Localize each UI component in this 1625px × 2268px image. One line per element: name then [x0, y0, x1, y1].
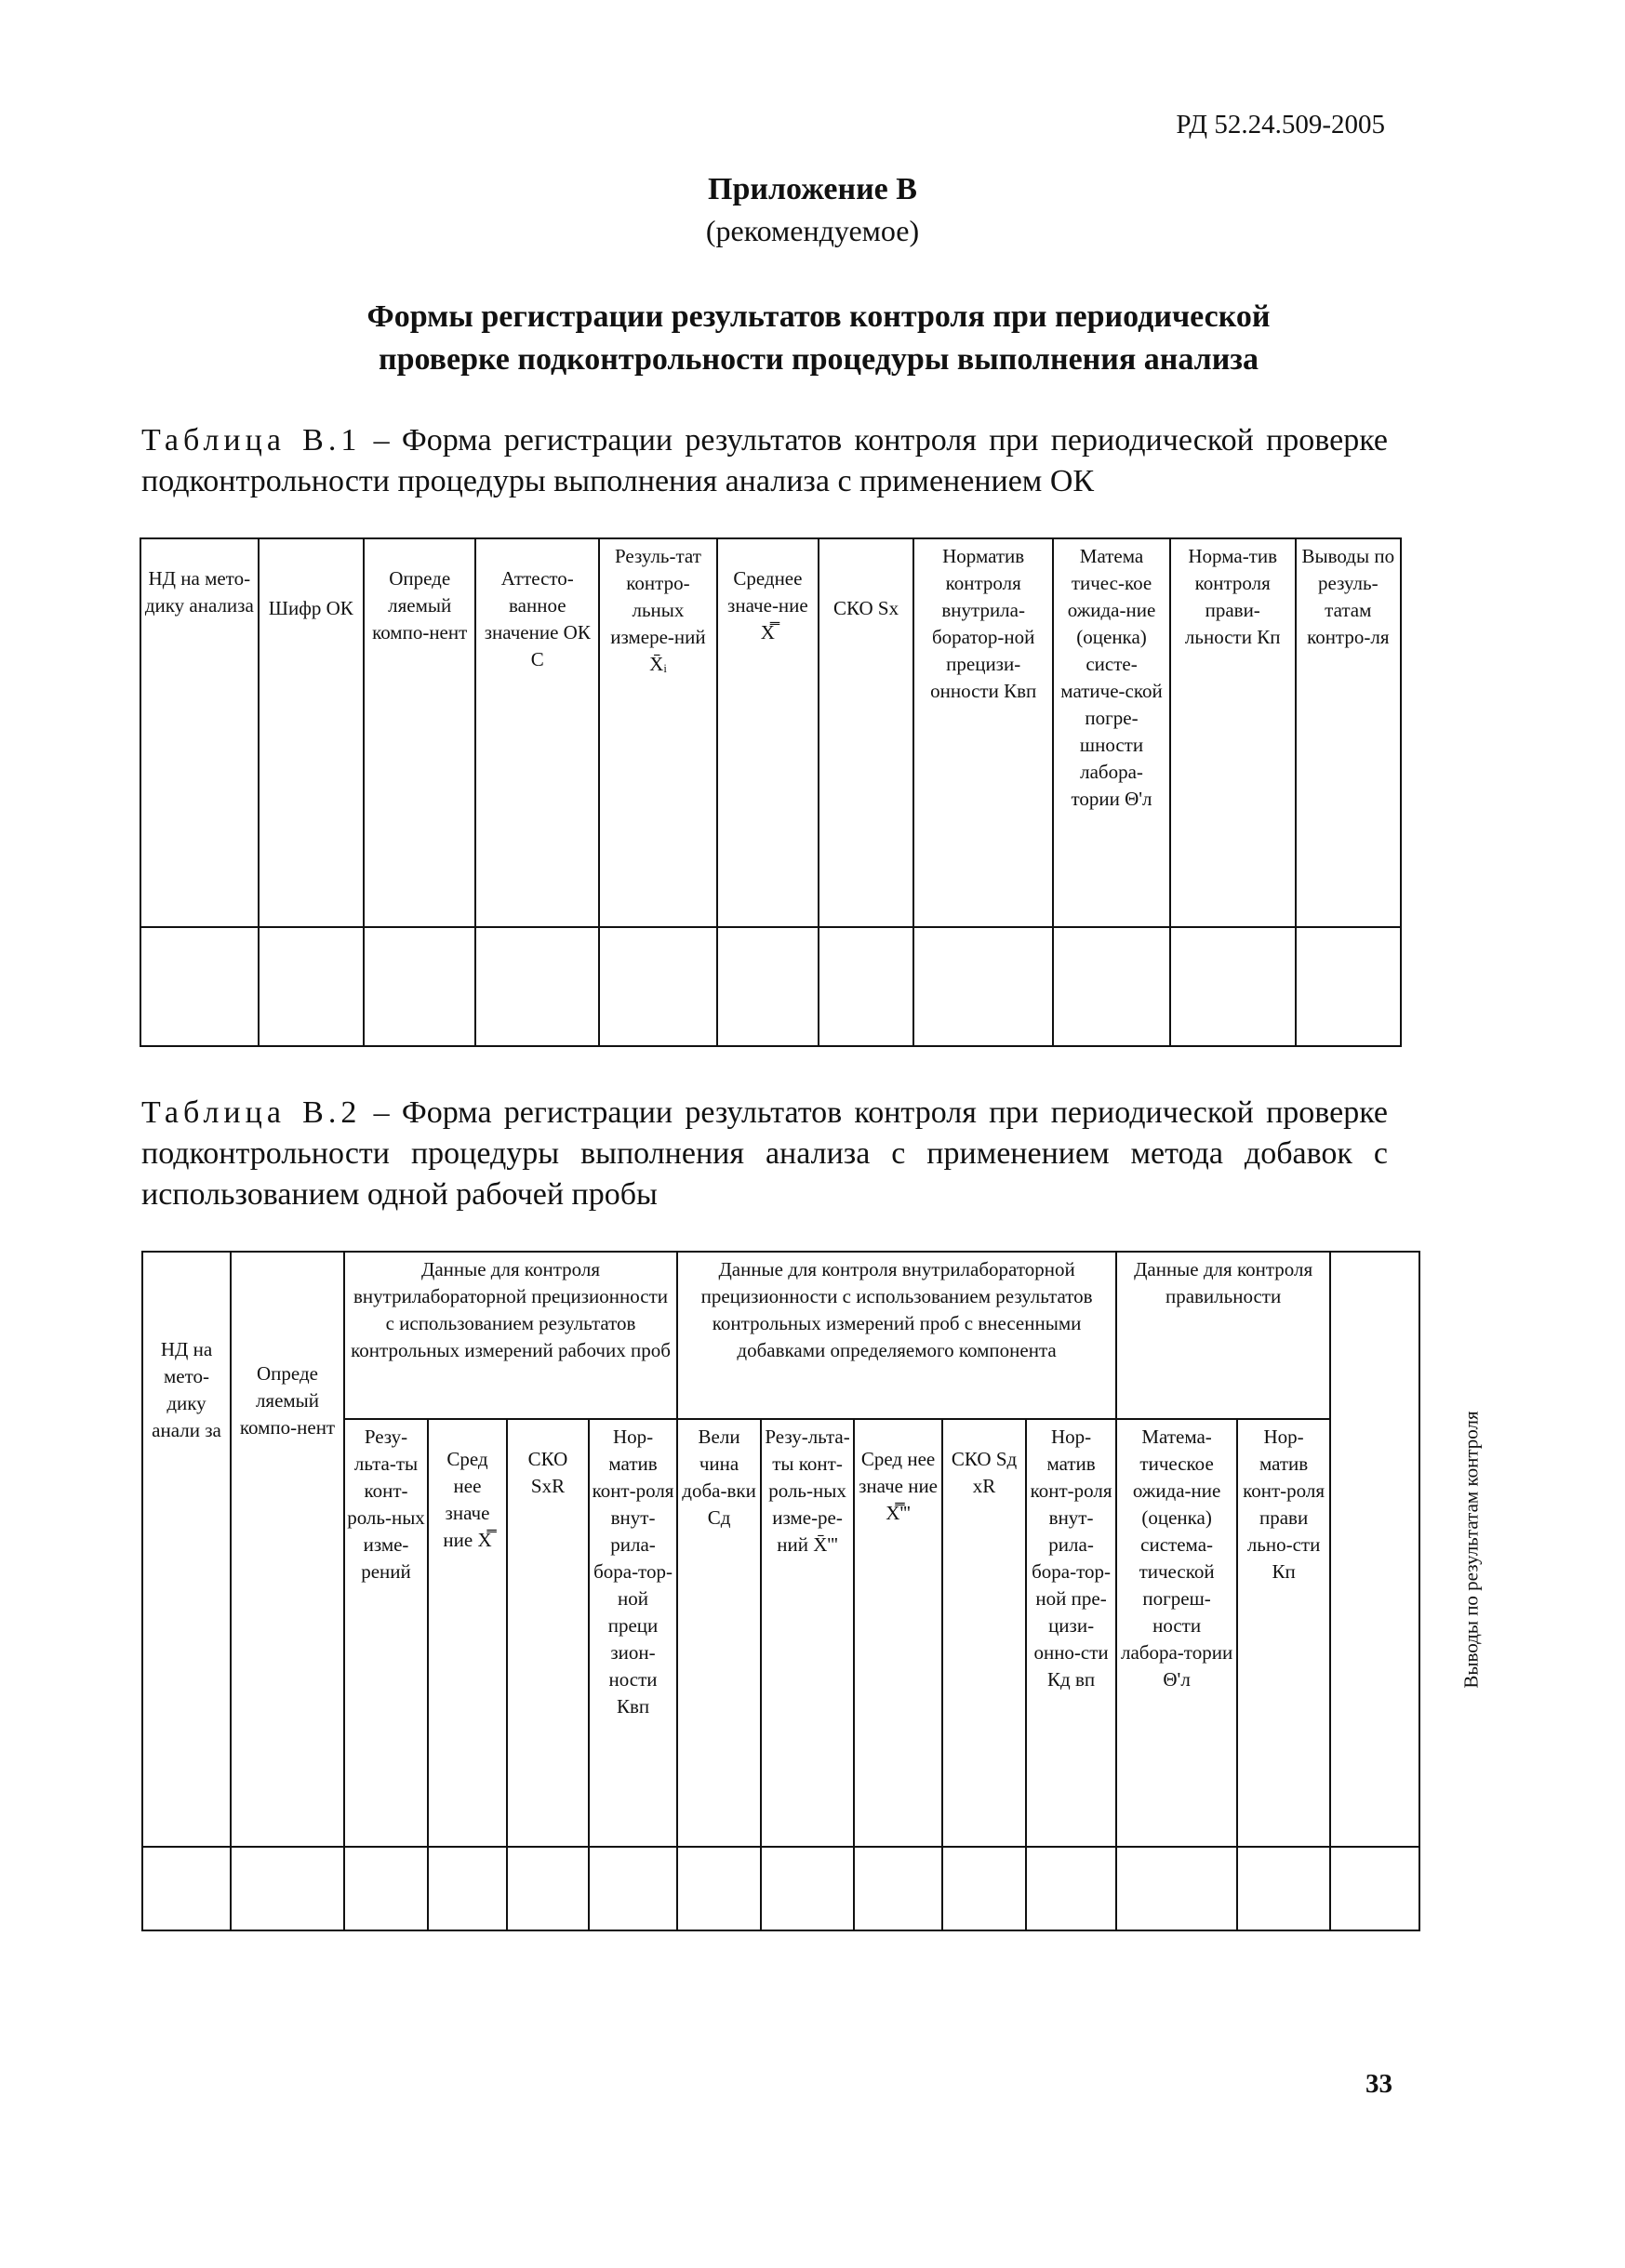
- t2-conclusions-label: Выводы по результатам контроля: [1459, 1410, 1483, 1689]
- t2-col-additive: Вели чина доба-вки Сд: [677, 1419, 761, 1847]
- page-number: 33: [1365, 2069, 1392, 2099]
- t1-cell[interactable]: [1296, 927, 1401, 1046]
- t1-cell[interactable]: [364, 927, 475, 1046]
- table2-data-row: [142, 1847, 1419, 1930]
- t2-col-results-add: Резу-льта-ты конт-роль-ных изме-ре-ний X̄''': [761, 1419, 854, 1847]
- t1-col-sko: СКО Sx: [819, 538, 913, 927]
- document-code: РД 52.24.509-2005: [1176, 110, 1385, 139]
- t2-col-correctness-norm: Нор-матив конт-роля прави льно-сти Кп: [1237, 1419, 1330, 1847]
- table2-group-row: [142, 1252, 1419, 1419]
- t1-col-precision-norm: Норматив контроля внутрила-боратор-ной прецизи-онности Квп: [913, 538, 1053, 927]
- main-title-line2: проверке подконтрольности процедуры выполнения анализа: [379, 342, 1259, 377]
- t2-col-component: Опреде ляемый компо-нент: [231, 1252, 344, 1847]
- t1-cell[interactable]: [140, 927, 259, 1046]
- t2-cell[interactable]: [231, 1847, 344, 1930]
- t1-col-cipher: Шифр ОК: [259, 538, 364, 927]
- table2: [141, 1251, 1483, 1931]
- t1-cell[interactable]: [259, 927, 364, 1046]
- t2-cell[interactable]: [142, 1847, 231, 1930]
- t1-cell[interactable]: [819, 927, 913, 1046]
- t2-cell[interactable]: [1237, 1847, 1330, 1930]
- table2-caption: [141, 1093, 1388, 1215]
- t2-group-correctness: Данные для контроля правильности: [1116, 1252, 1330, 1419]
- t2-col-results: Резу-льта-ты конт-роль-ных изме-рений: [344, 1419, 428, 1847]
- t2-cell[interactable]: [1026, 1847, 1116, 1930]
- t2-cell[interactable]: [428, 1847, 507, 1930]
- t2-cell[interactable]: [761, 1847, 854, 1930]
- t2-cell[interactable]: [589, 1847, 677, 1930]
- main-title: [167, 296, 1470, 381]
- t1-col-component: Опреде ляемый компо-нент: [364, 538, 475, 927]
- t1-col-certified: Аттесто-ванное значение ОК С: [475, 538, 599, 927]
- t2-col-conclusions: [1330, 1252, 1483, 1847]
- t1-col-math-expectation: Матема тичес-кое ожида-ние (оценка) систе-матиче-ской погре-шности лабора-тории Θ'л: [1053, 538, 1170, 927]
- table2-caption-text: – Форма регистрации результатов контроля при периодической проверке подконтрольности процедуры выполнения анализа с применением метода добавок с использованием одной рабочей пробы: [141, 1095, 1389, 1212]
- table1: [140, 537, 1402, 1047]
- t2-col-precision-norm: Нор-матив конт-роля внут-рила-бора-тор-ной преци зион-ности Квп: [589, 1419, 677, 1847]
- t1-col-result: Резуль-тат контро-льных измере-ний X̄ᵢ: [599, 538, 717, 927]
- table1-caption-label: Таблица В.1: [141, 423, 362, 458]
- t1-col-correctness-norm: Норма-тив контроля прави-льности Кп: [1170, 538, 1296, 927]
- t1-cell[interactable]: [717, 927, 819, 1046]
- t2-col-mean: Сред нее значе ние X̿: [428, 1419, 507, 1847]
- t1-cell[interactable]: [599, 927, 717, 1046]
- t1-col-mean: Среднее значе-ние X̿: [717, 538, 819, 927]
- t2-col-nd: НД на мето-дику анали за: [142, 1252, 231, 1847]
- t1-cell[interactable]: [1170, 927, 1296, 1046]
- t2-col-mean-add: Сред нее значе ние X̿''': [854, 1419, 942, 1847]
- t1-col-nd: НД на мето-дику анализа: [140, 538, 259, 927]
- t2-cell[interactable]: [1116, 1847, 1237, 1930]
- table1-header-row: [140, 538, 1401, 927]
- table1-caption-text: – Форма регистрации результатов контроля при периодической проверке подконтрольности процедуры выполнения анализа с применением ОК: [141, 423, 1389, 498]
- appendix-subtitle: (рекомендуемое): [705, 214, 920, 247]
- t1-cell[interactable]: [1053, 927, 1170, 1046]
- t2-group-precision-additives: Данные для контроля внутрилабораторной прецизионности с использованием результатов контрольных измерений проб с внесенными добавками определяемого компонента: [677, 1252, 1116, 1419]
- appendix-title: Приложение В: [708, 172, 917, 206]
- t1-cell[interactable]: [913, 927, 1053, 1046]
- t2-cell[interactable]: [854, 1847, 942, 1930]
- table2-caption-label: Таблица В.2: [141, 1095, 362, 1130]
- table1-data-row: [140, 927, 1401, 1046]
- t2-group-precision-working: Данные для контроля внутрилабораторной прецизионности с использованием результатов контрольных измерений рабочих проб: [344, 1252, 677, 1419]
- t2-cell[interactable]: [344, 1847, 428, 1930]
- t2-col-sko: СКО SxR: [507, 1419, 589, 1847]
- t2-cell[interactable]: [1330, 1847, 1419, 1930]
- t2-cell[interactable]: [942, 1847, 1026, 1930]
- t2-col-sko-add: СКО Sд xR: [942, 1419, 1026, 1847]
- t2-cell[interactable]: [677, 1847, 761, 1930]
- t2-col-math-expectation: Матема-тическое ожида-ние (оценка) система-тической погреш-ности лабора-тории Θ'л: [1116, 1419, 1237, 1847]
- t2-cell[interactable]: [507, 1847, 589, 1930]
- t1-col-conclusions: Выводы по резуль-татам контро-ля: [1296, 538, 1401, 927]
- main-title-line1: Формы регистрации результатов контроля при периодической: [366, 299, 1271, 334]
- t2-col-precision-norm-add: Нор-матив конт-роля внут-рила-бора-тор-ной пре-цизи-онно-сти Кд вп: [1026, 1419, 1116, 1847]
- table1-caption: [141, 420, 1388, 502]
- t1-cell[interactable]: [475, 927, 599, 1046]
